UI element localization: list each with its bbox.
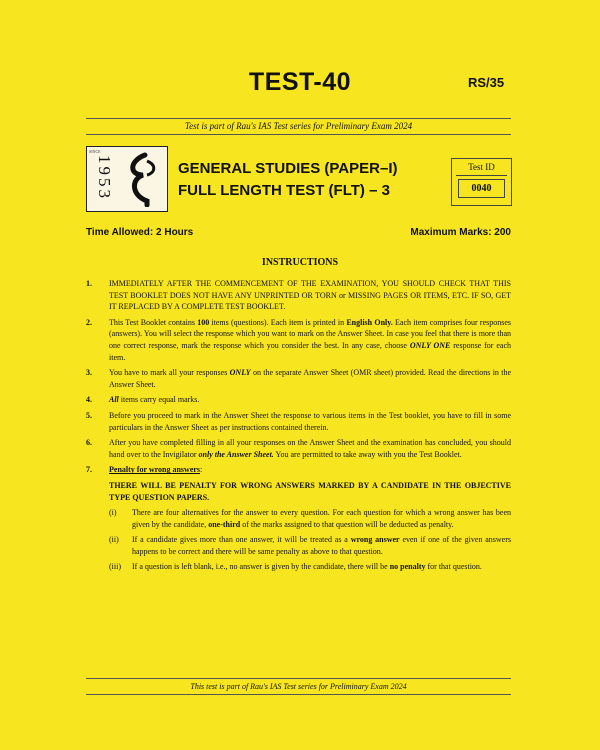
item-number: 3. [86, 368, 92, 378]
item-text: All items carry equal marks. [109, 395, 200, 405]
item-number: 1. [86, 279, 92, 288]
instruction-item [86, 464, 511, 573]
item-text: IMMEDIATELY AFTER THE COMMENCEMENT OF THE EXAMINATION, YOU SHOULD CHECK THAT THIS TEST BOOKLET DOES NOT HAVE ANY UNPRINTED OR TORN or MISSING PAGES OR ITEMS, ETC. IF SO, GET IT REPLACED BY A COMPLETE TEST BOOKLET. [109, 279, 511, 312]
item-number: 5. [86, 410, 92, 420]
header-rule-top [86, 118, 511, 119]
footer-rule-bottom [86, 694, 511, 695]
instruction-item [86, 278, 511, 313]
penalty-item: (iii) If a question is left blank, i.e., no answer is given by the candidate, there will be no penalty for that question. [109, 562, 482, 572]
institute-logo [86, 146, 168, 212]
paper-line-2: FULL LENGTH TEST (FLT) – 3 [178, 182, 390, 199]
item-text: Before you proceed to mark in the Answer Sheet the response to various items in the Test booklet, you have to fill in some particulars in the Answer Sheet as per instructions contained therein. [109, 410, 511, 432]
logo-year: 1953 [95, 155, 114, 201]
test-id-value: 0040 [458, 179, 505, 198]
header-rule-bottom [86, 134, 511, 135]
instructions-heading: INSTRUCTIONS [261, 257, 339, 268]
footer-rule-top [86, 678, 511, 679]
paper-line-1: GENERAL STUDIES (PAPER–I) [178, 160, 398, 177]
paper-title [178, 158, 397, 202]
logo-since: SINCE [89, 149, 101, 154]
item-text: This Test Booklet contains 100 items (questions). Each item is printed in English Only. Each item comprises four responses (answers). You will select the response which you want to mark on the Answer Sheet. In case you feel that there is more than one correct response, mark the response which you consider the best. In any case, choose ONLY ONE response for each item. [109, 317, 512, 362]
item-number: 6. [86, 438, 92, 448]
instruction-item [86, 367, 511, 390]
maximum-marks: Maximum Marks: 200 [410, 227, 511, 238]
item-text: You have to mark all your responses ONLY on the separate Answer Sheet (OMR sheet) provided. Read the directions in the Answer Sheet. [109, 368, 511, 389]
instruction-item [86, 317, 511, 363]
test-id-box [451, 158, 512, 206]
instruction-item [86, 437, 511, 460]
instructions-list [86, 278, 511, 577]
item-number: 4. [86, 395, 92, 405]
exam-meta [86, 227, 511, 238]
instruction-item [86, 394, 511, 406]
item-number: 7. [86, 465, 92, 475]
time-allowed: Time Allowed: 2 Hours [86, 227, 194, 238]
instruction-item [86, 410, 511, 433]
penalty-item: (i) There are four alternatives for the answer to every question. For each question for which a wrong answer has been given by the candidate, one-third of the marks assigned to that question will be deducted as penalty. [109, 508, 511, 529]
footer-note: This test is part of Rau's IAS Test series for Preliminary Exam 2024 [190, 682, 407, 691]
item-text: Penalty for wrong answers: THERE WILL BE PENALTY FOR WRONG ANSWERS MARKED BY A CANDIDATE IN THE OBJECTIVE TYPE QUESTION PAPERS. (i) There are four alternatives for the answer to every question. For each question for which a wrong answer has been given by the candidate, one-third of the marks assigned to that question will be deducted as penalty. (ii) If a candidate gives more than one answer, it will be treated as a wrong answer even if one of the given answers happens to be correct and there will be same penalty as above to that question. (iii) If a question is left blank, i.e., no answer is given by the candidate, there will be no penalty for that question. [109, 465, 512, 572]
series-note: Test is part of Rau's IAS Test series for Preliminary Exam 2024 [184, 121, 413, 131]
logo-emblem-icon [121, 151, 161, 207]
item-number: 2. [86, 317, 92, 327]
price-label: RS/35 [468, 75, 505, 90]
penalty-item: (ii) If a candidate gives more than one answer, it will be treated as a wrong answer even if one of the given answers happens to be correct and there will be same penalty as above to that question. [109, 535, 512, 556]
item-text: After you have completed filling in all your responses on the Answer Sheet and the examination has concluded, you should hand over to the Invigilator only the Answer Sheet. You are permitted to take away with you the Test Booklet. [109, 438, 511, 459]
test-id-label: Test ID [456, 159, 507, 176]
test-title: TEST-40 [248, 68, 352, 96]
